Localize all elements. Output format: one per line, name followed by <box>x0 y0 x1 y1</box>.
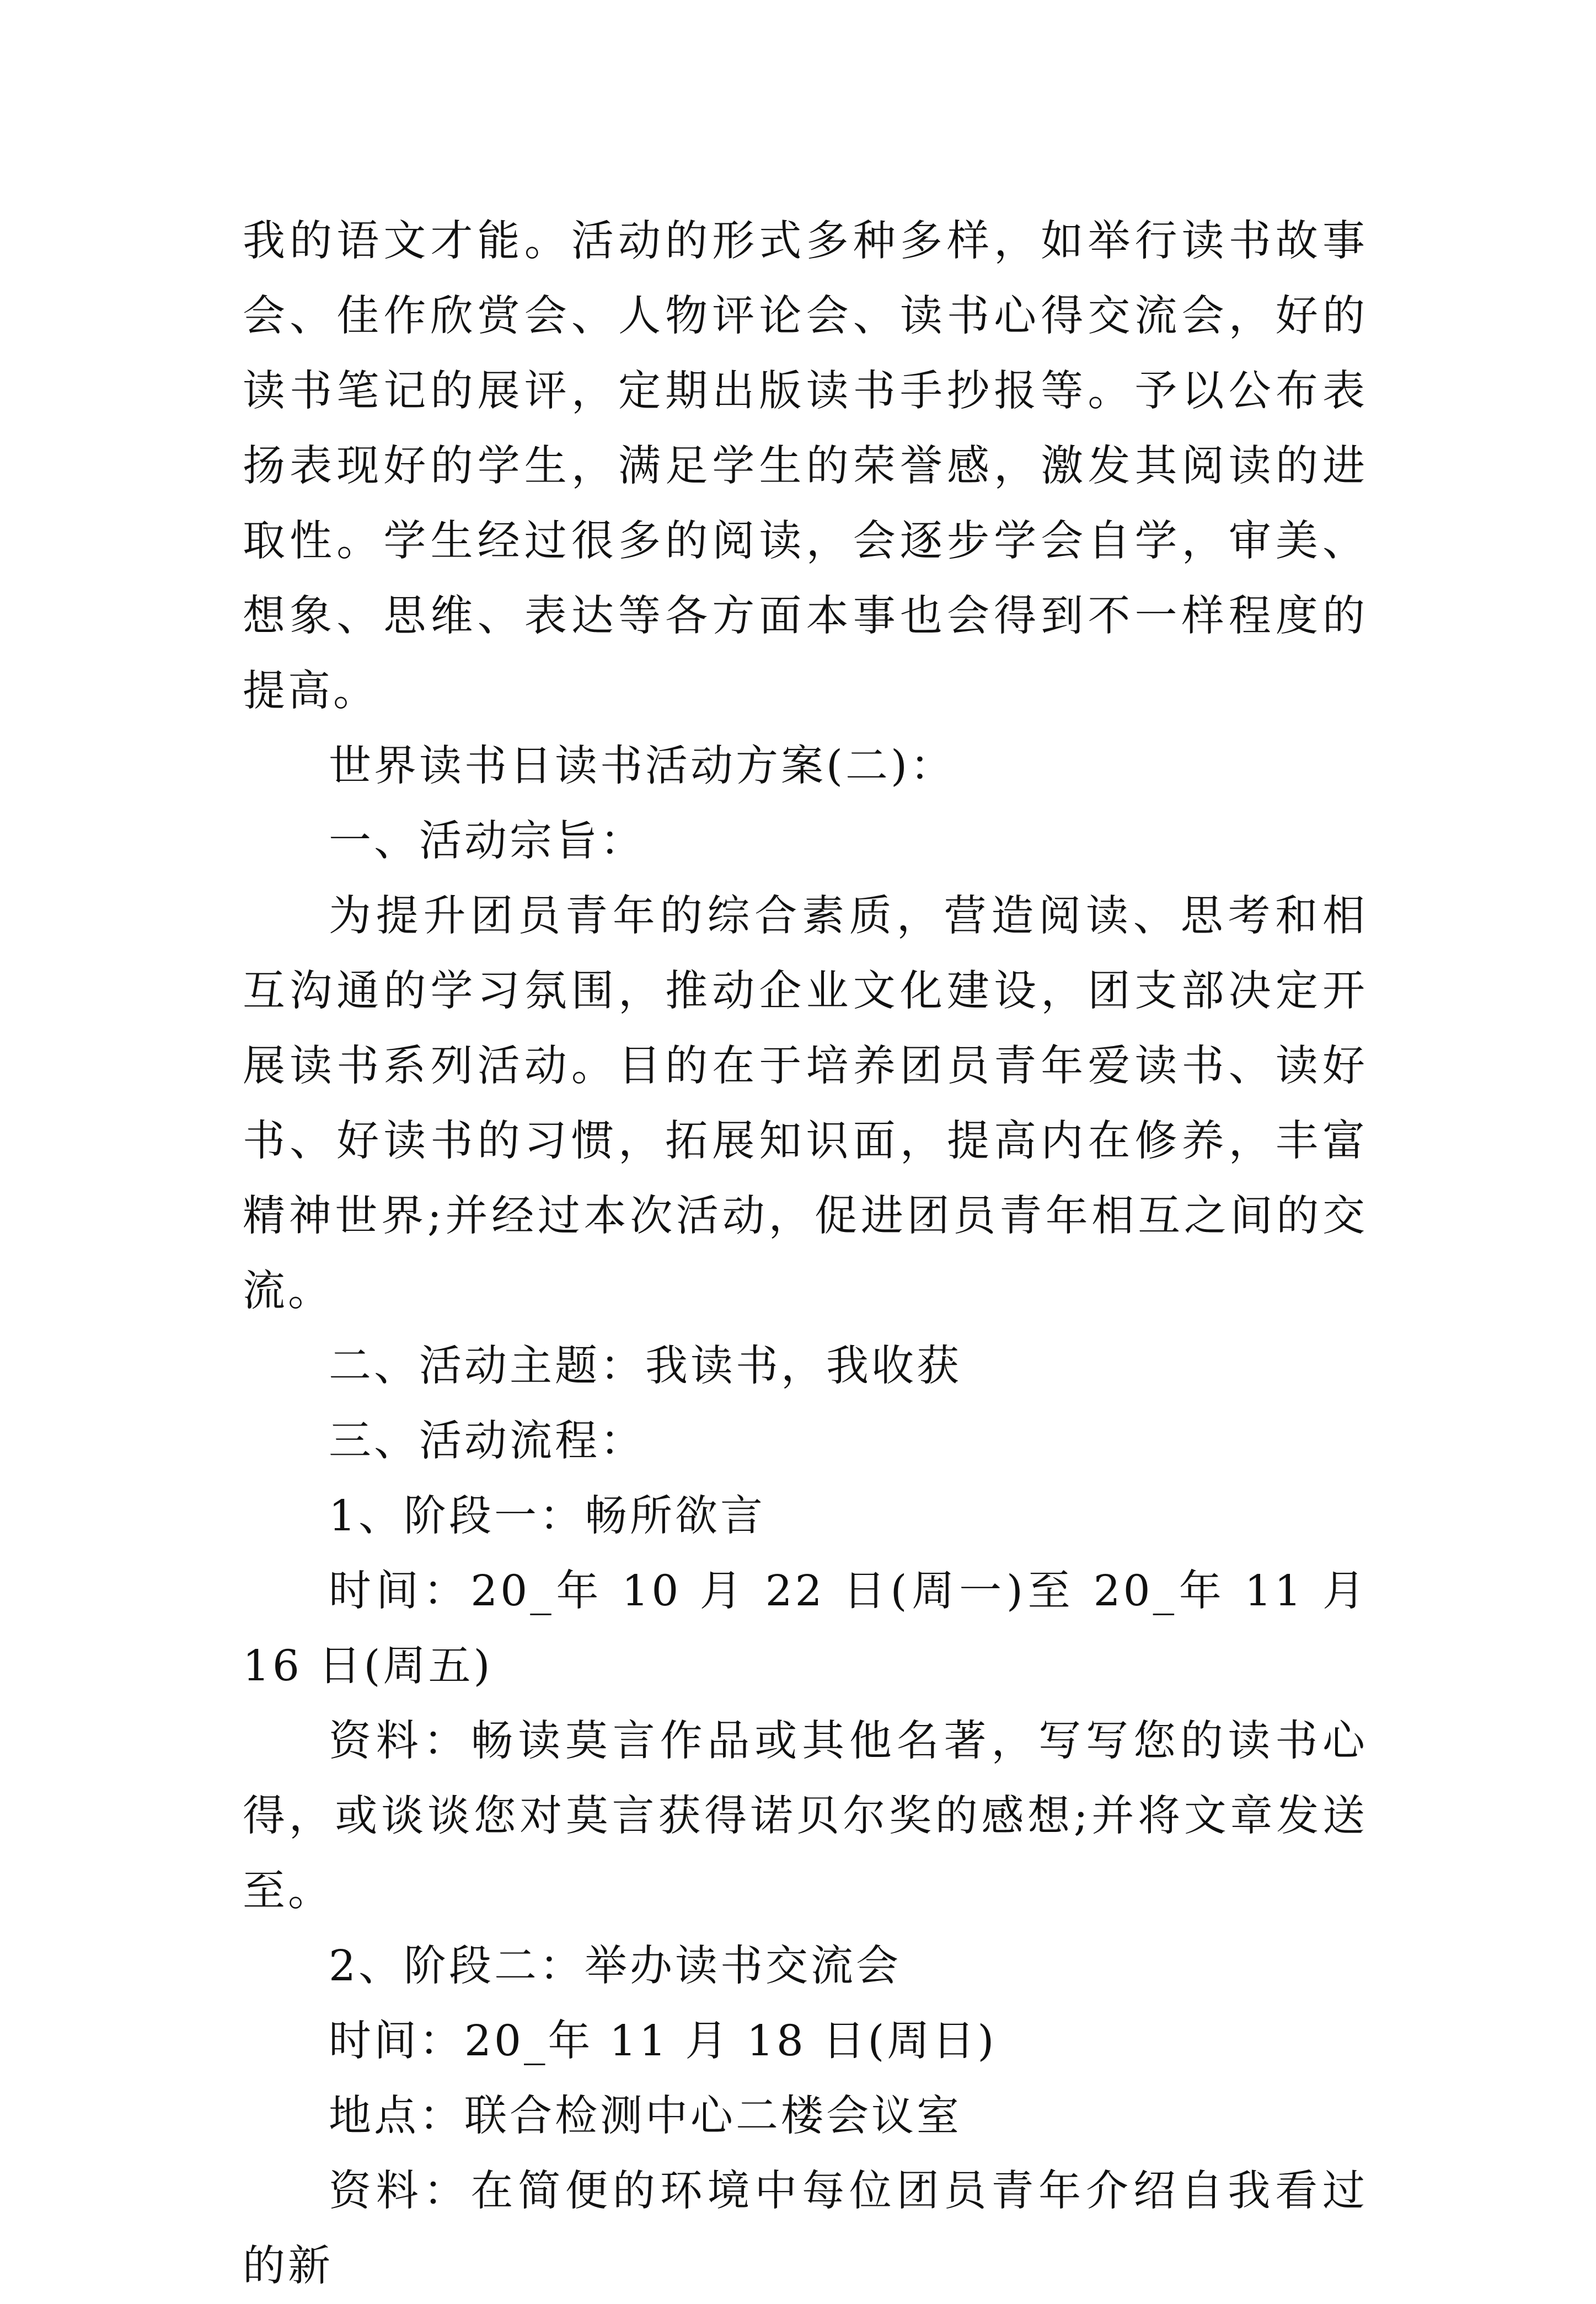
stage-two-content: 资料：在简便的环境中每位团员青年介绍自我看过的新 <box>243 2167 1368 2291</box>
heading-process: 三、活动流程： <box>329 1417 645 1466</box>
stage-one-content: 资料：畅读莫言作品或其他名著，写写您的读书心得，或谈谈您对莫言获得诺贝尔奖的感想;并将文章发送至。 <box>243 1717 1368 1916</box>
paragraph-continuation: 我的语文才能。活动的形式多种多样，如举行读书故事会、佳作欣赏会、人物评论会、读书心得交流会，好的读书笔记的展评，定期出版读书手抄报等。予以公布表扬表现好的学生，满足学生的荣誉感，激发其阅读的进取性。学生经过很多的阅读，会逐步学会自学，审美、想象、思维、表达等各方面本事也会得到不一样程度的提高。 <box>243 217 1368 716</box>
heading-purpose: 一、活动宗旨： <box>329 817 645 866</box>
stage-one-time: 时间：20_年 10 月 22 日(周一)至 20_年 11 月 16 日(周五) <box>243 1567 1368 1691</box>
stage-two-title: 2、阶段二：举办读书交流会 <box>329 1942 901 1991</box>
section-title: 世界读书日读书活动方案(二)： <box>329 742 956 791</box>
stage-two-location: 地点：联合检测中心二楼会议室 <box>329 2092 962 2141</box>
stage-one-title: 1、阶段一：畅所欲言 <box>329 1492 765 1541</box>
paragraph-purpose: 为提升团员青年的综合素质，营造阅读、思考和相互沟通的学习氛围，推动企业文化建设，团支部决定开展读书系列活动。目的在于培养团员青年爱读书、读好书、好读书的习惯，拓展知识面，提高内在修养，丰富精神世界;并经过本次活动，促进团员青年相互之间的交流。 <box>243 892 1368 1316</box>
stage-two-time: 时间：20_年 11 月 18 日(周日) <box>329 2017 997 2066</box>
document-body <box>243 204 1368 2304</box>
heading-theme: 二、活动主题：我读书，我收获 <box>329 1342 962 1391</box>
